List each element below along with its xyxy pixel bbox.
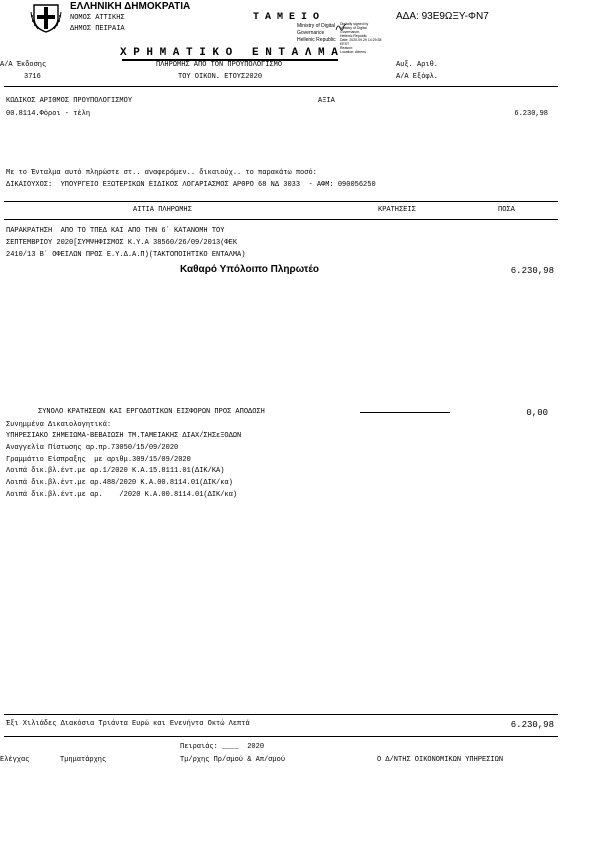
col-header-deductions: ΚΡΑΤΗΣΕΙΣ — [378, 206, 416, 214]
hellenic-coat-of-arms-icon — [30, 2, 62, 34]
divider-header — [4, 86, 558, 87]
issue-number-label: Α/Α Έκδοσης — [0, 61, 47, 69]
stamp-small-3: Hellenic Republic — [340, 34, 368, 38]
budget-code-value: 00.8114.Φόροι - τέλη — [6, 110, 91, 118]
payee-instruction: Με το Ένταλμα αυτό πληρώστε στ.. αναφερόμεν.. δικαιούχ.. το παρακάτω ποσό: — [6, 169, 317, 177]
attached-doc-1: ΥΠΗΡΕΣΙΑΚΟ ΣΗΜΕΙΩΜΑ-ΒΕΒΑΙΩΣΗ ΤΜ.ΤΑΜΕΙΑΚΗΣ ΔΙΑΧ/ΣΗΣεΞΟΔΩΝ — [6, 432, 242, 440]
org-republic: ΕΛΛΗΝΙΚΗ ΔΗΜΟΚΡΑΤΙΑ — [70, 1, 191, 12]
stamp-small-6: Reason: — [340, 46, 354, 50]
settlement-number-label: Α/Α Εξόφλ. — [396, 73, 439, 81]
tameio-title: Τ Α Μ Ε Ι Ο — [253, 12, 320, 23]
stamp-small-0: Digitally signed by — [340, 22, 369, 26]
reason-line-1: ΠΑΡΑΚΡΑΤΗΣΗ ΑΠΟ ΤΟ ΤΠΕΔ ΚΑΙ ΑΠΟ ΤΗΝ 6΄ ΚΑΤΑΝΟΜΗ ΤΟΥ — [6, 227, 225, 235]
stamp-line-3: Hellenic Republic — [297, 37, 336, 43]
issue-number-value: 3716 — [24, 73, 41, 81]
net-payable-amount: 6.230,98 — [510, 266, 554, 276]
col-header-reason: ΑΙΤΙΑ ΠΛΗΡΩΜΗΣ — [133, 206, 192, 214]
ada-code: ΑΔΑ: 93Ε9ΩΞΥ-ΦΝ7 — [396, 11, 489, 22]
place-date: Πειραιάς: ____ 2020 — [180, 743, 265, 751]
signature-checked: Ελέγχας — [0, 756, 30, 764]
stamp-small-5: EEST — [340, 42, 350, 46]
reason-line-3: 2410/13 Β΄ ΟΦΕΙΛΩΝ ΠΡΟΣ Ε.Υ.Δ.Α.Π)(ΤΑΚΤΟΠΟΙΗΤΙΚΟ ΕΝΤΑΛΜΑ) — [6, 251, 246, 259]
org-prefecture: ΝΟΜΟΣ ΑΤΤΙΚΗΣ — [70, 14, 125, 22]
stamp-small-1: Ministry of Digital — [340, 26, 367, 30]
signature-director: Ο Δ/ΝΤΗΣ ΟΙΚΟΝΟΜΙΚΩΝ ΥΠΗΡΕΣΙΩΝ — [377, 756, 504, 764]
reason-line-2: ΣΕΠΤΕΜΒΡΙΟΥ 2020[ΣΥΜΨΗΦΙΣΜΟΣ Κ.Υ.Α 38560/26/09/2013(ΦΕΚ — [6, 239, 238, 247]
table-header-line — [4, 219, 558, 220]
payment-line-2: ΤΟΥ ΟΙΚΟΝ. ΕΤΟΥΣ2020 — [178, 73, 263, 81]
attached-doc-3: Γραμμάτιο Είσπραξης με αριθμ.309/15/09/2020 — [6, 456, 191, 464]
attached-doc-6: Λοιπά δικ.βλ.έντ.με αρ. /2020 Κ.Α.00.8114.01(ΔΙΚ/κα) — [6, 491, 238, 499]
total-deductions-label: ΣΥΝΟΛΟ ΚΡΑΤΗΣΕΩΝ ΚΑΙ ΕΡΓΟΔΟΤΙΚΩΝ ΕΙΣΦΟΡΩΝ ΠΡΟΣ ΑΠΟΔΟΣΗ — [38, 408, 265, 416]
table-top-line — [4, 201, 558, 202]
org-municipality: ΔΗΜΟΣ ΠΕΙΡΑΙΑ — [70, 25, 125, 33]
col-header-amount: ΠΟΣΑ — [498, 206, 515, 214]
attached-docs-title: Συνημμένα Δικαιολογητικά: — [6, 421, 112, 429]
attached-doc-2: Αναγγελία Πίστωσης αρ.πρ.73050/15/09/2020 — [6, 444, 179, 452]
stamp-small-7: Location: Athens — [340, 50, 366, 54]
document-title: Χ Ρ Η Μ Α Τ Ι Κ Ο Ε Ν Τ Α Λ Μ Α — [120, 47, 338, 59]
signature-dept-head: Τμ/ρχης Πρ/σμού & Απ/σμού — [180, 756, 286, 764]
amount-in-words: Έξι Χιλιάδες Διακόσια Τριάντα Ευρώ και Ενενήντα Οκτώ Λεπτά — [6, 720, 250, 728]
footer-amount: 6.230,98 — [510, 720, 554, 730]
stamp-small-4: Date: 2020.09.29 14:29:38 — [340, 38, 382, 42]
footer-top-line — [4, 714, 558, 715]
stamp-small-2: Governance, — [340, 30, 361, 34]
attached-doc-4: Λοιπά δικ.βλ.έντ.με αρ.1/2020 Κ.Α.15.8111.01(ΔΙΚ/ΚΑ) — [6, 467, 225, 475]
budget-value-label: ΑΞΙΑ — [318, 97, 335, 105]
payee-beneficiary: ΔΙΚΑΙΟΥΧΟΣ: ΥΠΟΥΡΓΕΙΟ ΕΞΩΤΕΡΙΚΩΝ ΕΙΔΙΚΟΣ ΛΟΓΑΡΙΑΣΜΟΣ ΑΡΘΡΟ 68 ΝΔ 3033 - ΑΦΜ: 090056250 — [6, 181, 376, 189]
budget-code-label: ΚΩΔΙΚΟΣ ΑΡΙΘΜΟΣ ΠΡΟΥΠΟΛΟΓΙΣΜΟΥ — [6, 97, 133, 105]
footer-bottom-line — [4, 736, 558, 737]
net-payable-label: Καθαρό Υπόλοιπο Πληρωτέο — [180, 264, 319, 275]
stamp-line-2: Governance — [297, 30, 325, 36]
payment-line-1: ΠΛΗΡΩΜΗΣ ΑΠΟ ΤΟΝ ΠΡΟΫΠΟΛΟΓΙΣΜΟ — [156, 61, 283, 69]
total-deductions-value: 0,00 — [526, 408, 548, 418]
signature-section-head: Τμηματάρχης — [60, 756, 107, 764]
attached-doc-5: Λοιπά δικ.βλ.έντ.με αρ.488/2020 Κ.Α.00.8114.01(ΔΙΚ/κα) — [6, 479, 233, 487]
stamp-line-1: Ministry of Digital — [297, 23, 336, 29]
serial-number-label: Αυξ. Αριθ. — [396, 61, 439, 69]
budget-amount: 6.230,98 — [514, 110, 548, 118]
total-deductions-rule — [360, 412, 450, 413]
